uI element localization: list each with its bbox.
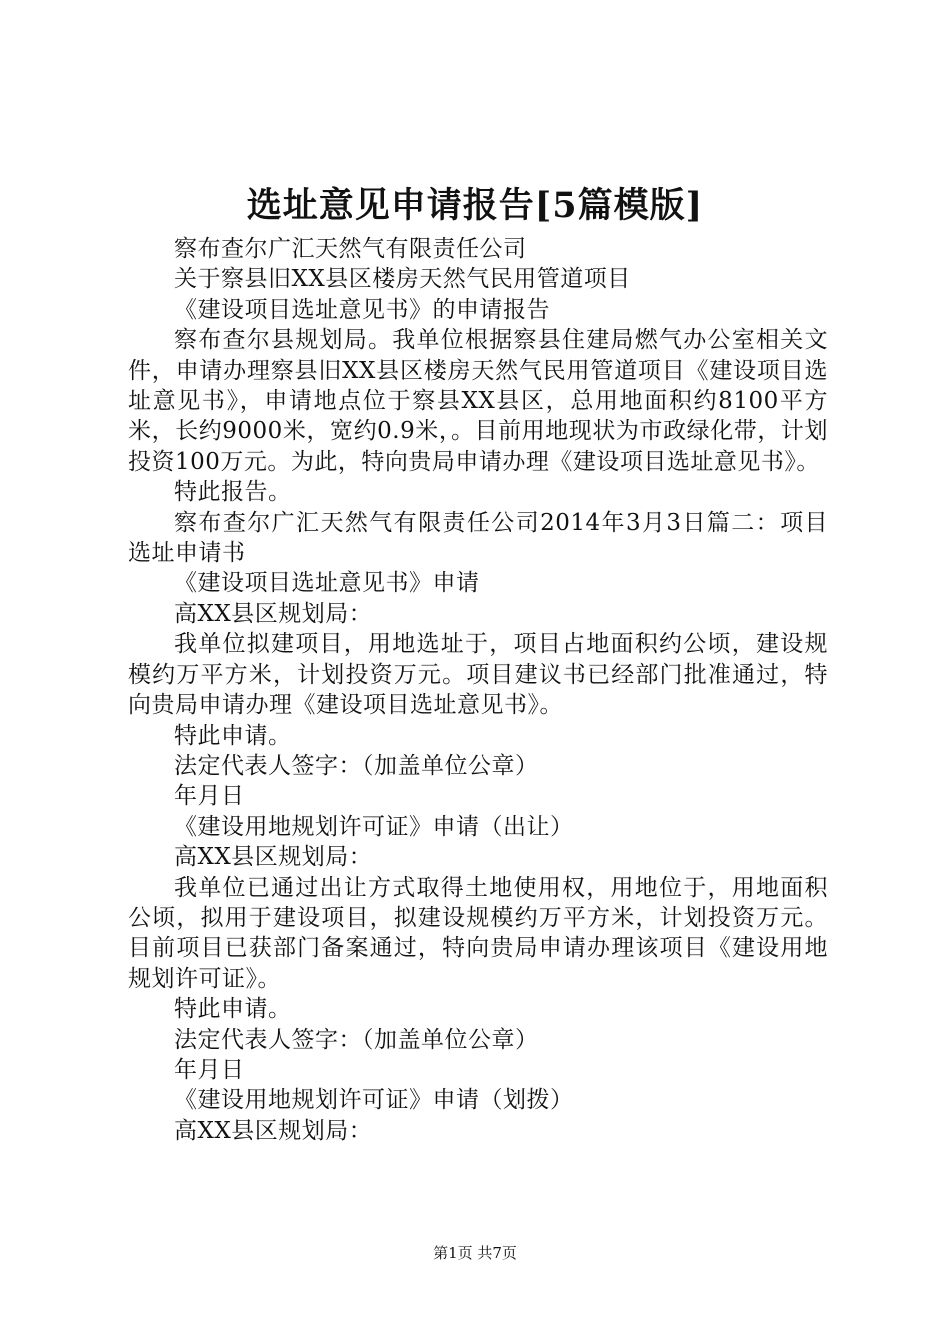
paragraph: 我单位已通过出让方式取得土地使用权，用地位于，用地面积公顷，拟用于建设项目，拟建设规模约万平方米，计划投资万元。目前项目已获部门备案通过，特向贵局申请办理该项目《建设用地规划许可证》。 [128, 874, 828, 992]
paragraph: 《建设用地规划许可证》申请（出让） [174, 813, 574, 840]
paragraph: 察布查尔县规划局。我单位根据察县住建局燃气办公室相关文件，申请办理察县旧XX县区楼房天然气民用管道项目《建设项目选址意见书》，申请地点位于察县XX县区，总用地面积约8100平方米，长约9000米，宽约0.9米，。目前用地现状为市政绿化带，计划投资100万元。为此，特向贵局申请办理《建设项目选址意见书》。 [128, 327, 828, 475]
paragraph: 关于察县旧XX县区楼房天然气民用管道项目 [174, 266, 631, 293]
paragraph: 高XX县区规划局： [174, 1117, 373, 1144]
paragraph: 年月日 [174, 783, 245, 810]
paragraph: 察布查尔广汇天然气有限责任公司2014年3月3日篇二：项目选址申请书 [128, 509, 828, 567]
paragraph: 特此报告。 [174, 479, 292, 506]
document-title: 选址意见申请报告[5篇模版] [246, 185, 704, 226]
paragraph: 高XX县区规划局： [174, 600, 373, 627]
paragraph: 特此申请。 [174, 996, 292, 1023]
paragraph: 特此申请。 [174, 722, 292, 749]
page-footer: 第1页 共7页 [433, 1244, 517, 1262]
paragraph: 法定代表人签字：（加盖单位公章） [174, 752, 539, 779]
paragraph: 高XX县区规划局： [174, 844, 373, 871]
paragraph: 年月日 [174, 1056, 245, 1083]
paragraph: 我单位拟建项目，用地选址于，项目占地面积约公顷，建设规模约万平方米，计划投资万元。项目建议书已经部门批准通过，特向贵局申请办理《建设项目选址意见书》。 [128, 631, 828, 719]
paragraph: 《建设项目选址意见书》的申请报告 [174, 296, 550, 323]
paragraph: 《建设项目选址意见书》申请 [174, 570, 480, 597]
document-body [128, 234, 828, 1146]
paragraph: 《建设用地规划许可证》申请（划拨） [174, 1087, 574, 1114]
paragraph: 法定代表人签字：（加盖单位公章） [174, 1026, 539, 1053]
paragraph: 察布查尔广汇天然气有限责任公司 [174, 236, 527, 262]
